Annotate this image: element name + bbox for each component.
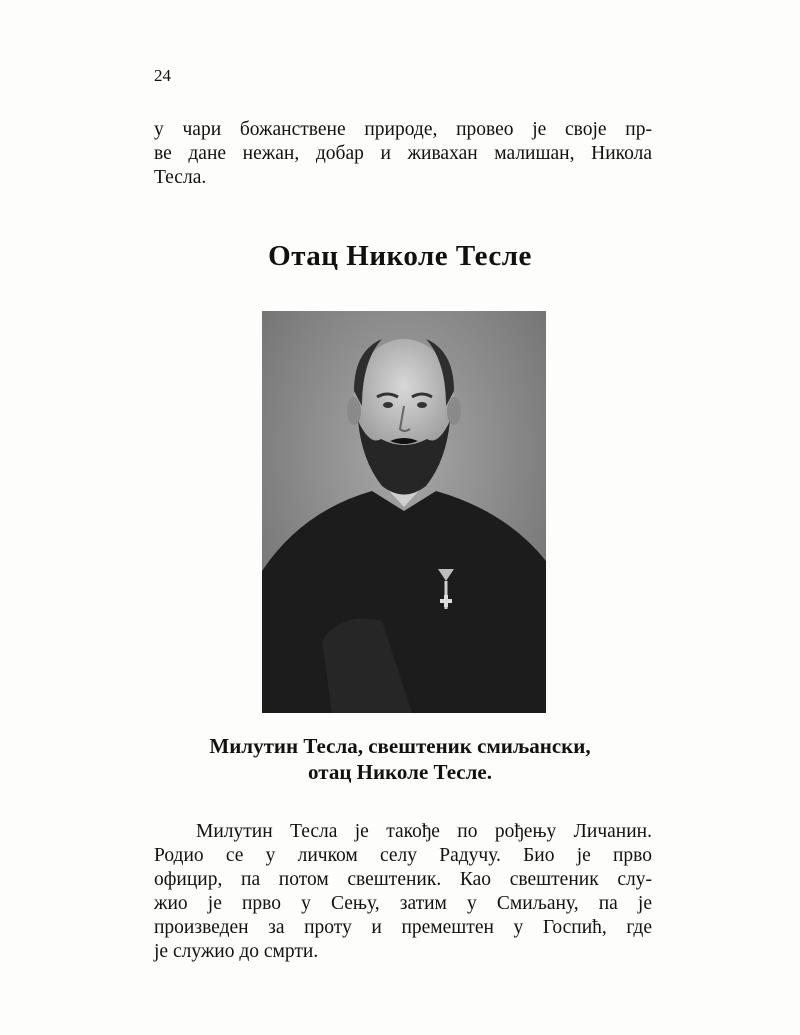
intro-line: ве дане нежан, добар и живахан малишан, Никола (154, 143, 652, 164)
intro-line: Тесла. (154, 167, 207, 188)
section-title: Отац Николе Тесле (268, 240, 532, 272)
caption-line: отац Николе Тесле. (308, 760, 492, 784)
page-number: 24 (154, 66, 171, 85)
body-paragraph (154, 820, 652, 964)
portrait-photo-icon (262, 311, 546, 713)
body-line: Милутин Тесла је такође по рођењу Личанин. (196, 821, 652, 842)
caption-line: Милутин Тесла, свештеник смиљански, (209, 734, 591, 758)
body-line: произведен за проту и премештен у Госпић, где (154, 917, 652, 938)
body-line: официр, па потом свештеник. Као свештеник слу- (154, 869, 652, 890)
body-line: је служио до смрти. (154, 941, 319, 962)
intro-paragraph (154, 118, 652, 190)
body-line: жио је прво у Сењу, затим у Смиљану, па је (154, 893, 652, 914)
photo-caption (0, 733, 800, 785)
portrait-photo (262, 311, 546, 713)
intro-line: у чари божанствене природе, провео је своје пр- (154, 119, 652, 140)
body-line: Родио се у личком селу Радучу. Био је прво (154, 845, 652, 866)
